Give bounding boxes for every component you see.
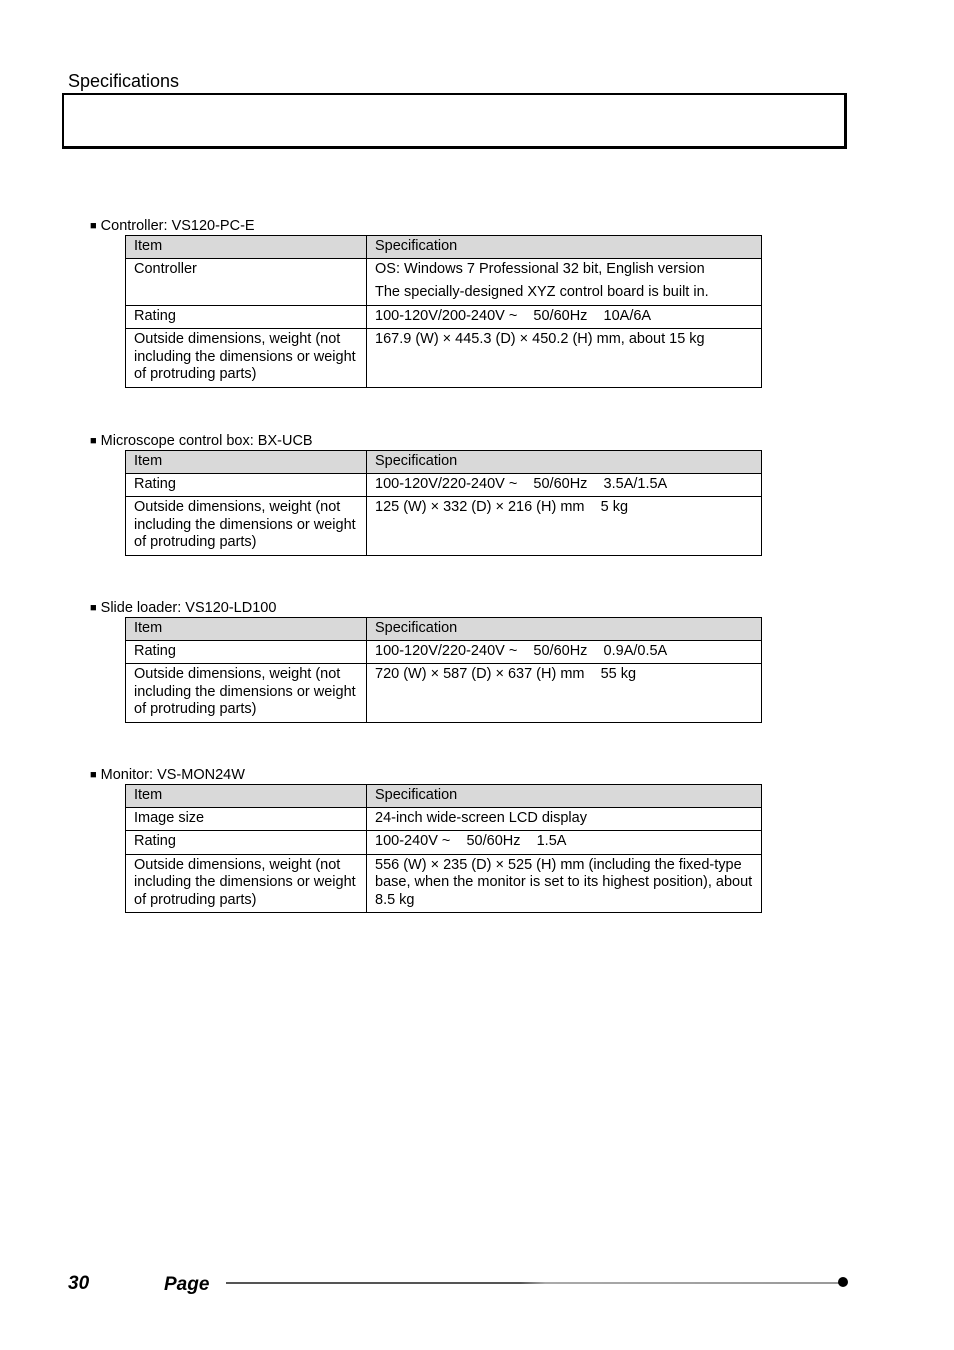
header-specification: Specification xyxy=(367,618,762,641)
header-box xyxy=(62,93,847,149)
section-label xyxy=(90,217,770,235)
header-specification: Specification xyxy=(367,785,762,808)
spec-cell xyxy=(367,329,762,388)
table-row xyxy=(126,831,762,855)
section-monitor xyxy=(90,766,770,913)
header-item: Item xyxy=(126,785,367,808)
spec-cell xyxy=(367,497,762,556)
table-row xyxy=(126,854,762,913)
spec-line: 100-120V/200-240V ~ 50/60Hz 10A/6A xyxy=(375,307,652,324)
spec-line: OS: Windows 7 Professional 32 bit, English version xyxy=(375,260,705,277)
spec-cell xyxy=(367,664,762,723)
table-row xyxy=(126,640,762,664)
spec-line: 24-inch wide-screen LCD display xyxy=(375,809,587,826)
header-specification: Specification xyxy=(367,451,762,474)
section-control-box xyxy=(90,432,770,556)
spec-line: 125 (W) × 332 (D) × 216 (H) mm 5 kg xyxy=(375,499,629,515)
spec-cell xyxy=(367,258,762,305)
section-label-text: Slide loader: VS120-LD100 xyxy=(100,600,277,616)
table-header-row xyxy=(126,785,762,808)
item-cell: Outside dimensions, weight (not including the dimensions or weight of protruding parts) xyxy=(126,664,367,723)
square-bullet-icon: ■ xyxy=(90,769,97,781)
header-item: Item xyxy=(126,451,367,474)
table-row xyxy=(126,473,762,497)
item-cell: Outside dimensions, weight (not including the dimensions or weight of protruding parts) xyxy=(126,329,367,388)
page-label: Page xyxy=(164,1274,210,1295)
square-bullet-icon: ■ xyxy=(90,602,97,614)
section-label xyxy=(90,599,770,617)
spec-table xyxy=(125,450,762,556)
spec-table xyxy=(125,617,762,723)
item-cell: Rating xyxy=(126,640,367,664)
square-bullet-icon: ■ xyxy=(90,435,97,447)
table-row xyxy=(126,807,762,831)
page-header-title: Specifications xyxy=(68,71,180,91)
item-cell: Rating xyxy=(126,473,367,497)
spec-line: 556 (W) × 235 (D) × 525 (H) mm (including the fixed-type base, when the monitor is set to its highest position), about 8.5 kg xyxy=(375,856,753,908)
table-header-row xyxy=(126,451,762,474)
table-row xyxy=(126,497,762,556)
section-label-text: Monitor: VS-MON24W xyxy=(100,767,245,783)
page-number: 30 xyxy=(68,1273,90,1294)
spec-cell xyxy=(367,305,762,329)
spec-cell xyxy=(367,640,762,664)
section-slide-loader xyxy=(90,599,770,723)
table-row xyxy=(126,664,762,723)
item-cell: Outside dimensions, weight (not including the dimensions or weight of protruding parts) xyxy=(126,854,367,913)
spec-line: 100-240V ~ 50/60Hz 1.5A xyxy=(375,833,567,849)
spec-cell xyxy=(367,473,762,497)
spec-line: 167.9 (W) × 445.3 (D) × 450.2 (H) mm, about 15 kg xyxy=(375,331,705,347)
spec-table xyxy=(125,235,762,388)
table-row xyxy=(126,329,762,388)
header-specification: Specification xyxy=(367,236,762,259)
item-cell: Controller xyxy=(126,258,367,305)
item-cell: Rating xyxy=(126,305,367,329)
section-label xyxy=(90,432,770,450)
item-cell: Rating xyxy=(126,831,367,855)
header-item: Item xyxy=(126,618,367,641)
spec-cell xyxy=(367,807,762,831)
spec-table xyxy=(125,784,762,913)
section-label xyxy=(90,766,770,784)
spec-line: 100-120V/220-240V ~ 50/60Hz 3.5A/1.5A xyxy=(375,475,668,492)
table-header-row xyxy=(126,236,762,259)
footer-rule xyxy=(226,1282,840,1284)
table-row xyxy=(126,258,762,305)
square-bullet-icon: ■ xyxy=(90,220,97,232)
table-row xyxy=(126,305,762,329)
footer-dot xyxy=(838,1277,848,1287)
spec-line: 720 (W) × 587 (D) × 637 (H) mm 55 kg xyxy=(375,666,637,682)
spec-line: 100-120V/220-240V ~ 50/60Hz 0.9A/0.5A xyxy=(375,642,668,659)
spec-line: The specially-designed XYZ control board is built in. xyxy=(375,284,709,300)
section-controller xyxy=(90,217,770,388)
item-cell: Outside dimensions, weight (not including the dimensions or weight of protruding parts) xyxy=(126,497,367,556)
section-label-text: Microscope control box: BX-UCB xyxy=(100,433,313,449)
table-header-row xyxy=(126,618,762,641)
section-label-text: Controller: VS120-PC-E xyxy=(100,218,255,234)
spec-cell xyxy=(367,854,762,913)
item-cell: Image size xyxy=(126,807,367,831)
spec-cell xyxy=(367,831,762,855)
header-item: Item xyxy=(126,236,367,259)
